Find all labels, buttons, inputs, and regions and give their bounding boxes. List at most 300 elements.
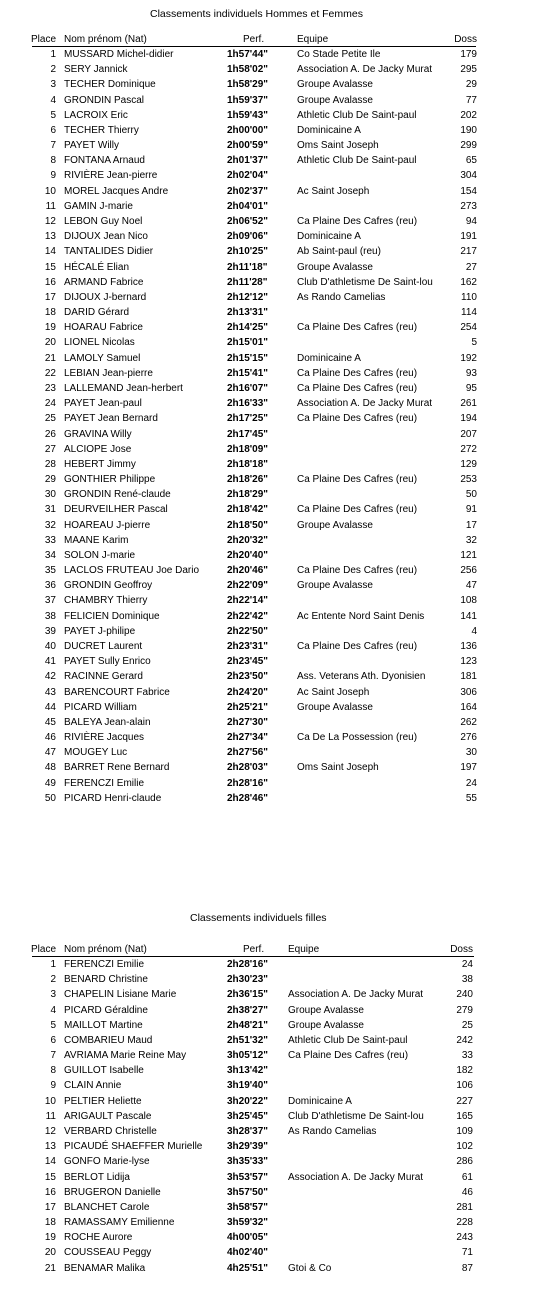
place-cell: 3 — [50, 79, 56, 91]
place-cell: 43 — [44, 686, 56, 698]
perf-cell: 2h27'34" — [227, 732, 269, 744]
place-cell: 6 — [50, 1034, 56, 1046]
table-row — [0, 472, 536, 487]
name-cell: BENAMAR Malika — [64, 1262, 146, 1274]
name-cell: MAILLOT Martine — [64, 1019, 143, 1031]
doss-cell: 32 — [465, 534, 477, 546]
perf-cell: 2h28'16" — [227, 959, 269, 970]
name-cell: CHAPELIN Lisiane Marie — [64, 989, 177, 1001]
team-cell: Dominicaine A — [297, 124, 361, 136]
team-cell: Ac Entente Nord Saint Denis — [297, 610, 425, 622]
perf-cell: 3h58'57" — [227, 1201, 269, 1213]
doss-cell: 87 — [461, 1262, 473, 1274]
perf-cell: 2h11'28" — [227, 276, 268, 288]
place-cell: 30 — [44, 489, 56, 501]
doss-cell: 253 — [460, 474, 477, 486]
doss-cell: 27 — [465, 261, 477, 273]
place-cell: 31 — [44, 504, 56, 516]
name-cell: RIVIÈRE Jacques — [64, 732, 145, 744]
doss-cell: 29 — [465, 79, 477, 91]
table-row — [0, 1185, 536, 1200]
place-cell: 12 — [44, 1125, 56, 1137]
table-row — [0, 184, 536, 199]
name-cell: FERENCZI Emilie — [64, 777, 145, 789]
place-cell: 14 — [44, 1156, 56, 1168]
team-cell: Association A. De Jacky Murat — [288, 989, 424, 1001]
perf-cell: 2h23'31" — [227, 641, 269, 653]
name-cell: RAMASSAMY Emilienne — [64, 1217, 175, 1229]
place-cell: 35 — [44, 565, 56, 577]
team-cell: Ca Plaine Des Cafres (reu) — [297, 474, 418, 486]
place-cell: 32 — [44, 519, 56, 531]
table-row — [0, 1261, 536, 1276]
perf-cell: 1h59'37" — [227, 94, 269, 106]
table-row — [0, 593, 536, 608]
table-row — [0, 123, 536, 138]
place-cell: 45 — [44, 716, 56, 728]
name-cell: DARID Gérard — [64, 307, 130, 319]
perf-cell: 2h22'09" — [227, 580, 269, 592]
table-row — [0, 518, 536, 533]
place-cell: 8 — [50, 1065, 56, 1077]
place-cell: 16 — [44, 1186, 56, 1198]
name-cell: RACINNE Gerard — [64, 671, 143, 683]
place-cell: 24 — [44, 398, 56, 410]
doss-cell: 102 — [456, 1141, 473, 1153]
table-row — [0, 760, 536, 775]
header-team: Equipe — [297, 34, 329, 45]
place-cell: 28 — [44, 458, 56, 470]
doss-cell: 25 — [461, 1019, 473, 1031]
doss-cell: 38 — [461, 974, 473, 986]
table-row — [0, 1230, 536, 1245]
table-row — [0, 1215, 536, 1230]
doss-cell: 197 — [460, 762, 477, 774]
place-cell: 50 — [44, 792, 56, 804]
place-cell: 17 — [44, 291, 56, 303]
name-cell: CLAIN Annie — [64, 1080, 122, 1092]
name-cell: BALEYA Jean-alain — [64, 716, 151, 728]
doss-cell: 240 — [456, 989, 473, 1001]
place-cell: 14 — [44, 246, 56, 258]
perf-cell: 2h10'25" — [227, 246, 269, 258]
place-cell: 1 — [50, 49, 56, 60]
table-row — [0, 776, 536, 791]
doss-cell: 286 — [456, 1156, 473, 1168]
perf-cell: 2h38'27" — [227, 1004, 269, 1016]
table-row — [0, 624, 536, 639]
place-cell: 3 — [50, 989, 56, 1001]
name-cell: HOARAU Fabrice — [64, 322, 143, 334]
table-row — [0, 745, 536, 760]
team-cell: Ca Plaine Des Cafres (reu) — [297, 322, 418, 334]
name-cell: PAYET Jean-paul — [64, 398, 142, 410]
table-row — [0, 442, 536, 457]
table-row — [0, 730, 536, 745]
doss-cell: 33 — [461, 1050, 473, 1062]
place-cell: 44 — [44, 701, 56, 713]
perf-cell: 3h53'57" — [227, 1171, 269, 1183]
name-cell: TECHER Dominique — [64, 79, 156, 91]
team-cell: Dominicaine A — [297, 231, 361, 243]
perf-cell: 4h25'51" — [227, 1262, 269, 1274]
header-doss: Doss — [454, 34, 477, 45]
place-cell: 40 — [44, 641, 56, 653]
name-cell: LAMOLY Samuel — [64, 352, 141, 364]
name-cell: PAYET J-philipe — [64, 625, 136, 637]
table-row — [0, 77, 536, 92]
name-cell: TECHER Thierry — [64, 124, 139, 136]
doss-cell: 24 — [461, 959, 473, 970]
table-row — [0, 1245, 536, 1260]
doss-cell: 109 — [456, 1125, 473, 1137]
place-cell: 4 — [50, 94, 56, 106]
doss-cell: 30 — [465, 747, 477, 759]
name-cell: BLANCHET Carole — [64, 1201, 150, 1213]
women-section-title: Classements individuels filles — [190, 912, 327, 924]
team-cell: Ca Plaine Des Cafres (reu) — [297, 382, 418, 394]
table-row — [0, 639, 536, 654]
table-row — [0, 1124, 536, 1139]
perf-cell: 2h09'06" — [227, 231, 269, 243]
doss-cell: 165 — [456, 1110, 473, 1122]
doss-cell: 136 — [460, 641, 477, 653]
perf-cell: 2h51'32" — [227, 1034, 269, 1046]
doss-cell: 61 — [461, 1171, 473, 1183]
header-name: Nom prénom (Nat) — [64, 944, 147, 955]
perf-cell: 2h15'41" — [227, 367, 269, 379]
place-cell: 15 — [44, 261, 56, 273]
doss-cell: 46 — [461, 1186, 473, 1198]
table-row — [0, 1109, 536, 1124]
doss-cell: 190 — [460, 124, 477, 136]
place-cell: 8 — [50, 155, 56, 167]
place-cell: 4 — [50, 1004, 56, 1016]
name-cell: LEBON Guy Noel — [64, 215, 143, 227]
name-cell: MAANE Karim — [64, 534, 129, 546]
name-cell: BERLOT Lidija — [64, 1171, 130, 1183]
doss-cell: 5 — [471, 337, 477, 349]
name-cell: GRONDIN Geoffroy — [64, 580, 153, 592]
place-cell: 26 — [44, 428, 56, 440]
doss-cell: 272 — [460, 443, 477, 455]
name-cell: GRONDIN René-claude — [64, 489, 171, 501]
place-cell: 2 — [50, 64, 56, 76]
doss-cell: 191 — [460, 231, 477, 243]
team-cell: Oms Saint Joseph — [297, 762, 379, 774]
perf-cell: 2h11'18" — [227, 261, 268, 273]
table-row — [0, 987, 536, 1002]
name-cell: MOREL Jacques Andre — [64, 185, 169, 197]
place-cell: 22 — [44, 367, 56, 379]
team-cell: Association A. De Jacky Murat — [297, 398, 433, 410]
team-cell: Association A. De Jacky Murat — [288, 1171, 424, 1183]
header-doss: Doss — [450, 944, 473, 955]
perf-cell: 2h28'03" — [227, 762, 269, 774]
doss-cell: 164 — [460, 701, 477, 713]
name-cell: PICARD Géraldine — [64, 1004, 148, 1016]
doss-cell: 129 — [460, 458, 477, 470]
name-cell: MOUGEY Luc — [64, 747, 128, 759]
place-cell: 20 — [44, 1247, 56, 1259]
table-row — [0, 275, 536, 290]
place-cell: 12 — [44, 215, 56, 227]
name-cell: RIVIÈRE Jean-pierre — [64, 170, 158, 182]
doss-cell: 91 — [465, 504, 477, 516]
doss-cell: 154 — [460, 185, 477, 197]
perf-cell: 2h28'16" — [227, 777, 269, 789]
header-place: Place — [30, 34, 56, 45]
team-cell: Ass. Veterans Ath. Dyonisien — [297, 671, 426, 683]
team-cell: Groupe Avalasse — [297, 701, 373, 713]
perf-cell: 2h18'29" — [227, 489, 269, 501]
perf-cell: 3h20'22" — [227, 1095, 269, 1107]
place-cell: 21 — [44, 352, 56, 364]
perf-cell: 1h59'43" — [227, 109, 269, 121]
place-cell: 36 — [44, 580, 56, 592]
name-cell: HOAREAU J-pierre — [64, 519, 151, 531]
table-row — [0, 229, 536, 244]
team-cell: Dominicaine A — [288, 1095, 352, 1107]
doss-cell: 179 — [460, 49, 477, 60]
place-cell: 9 — [50, 170, 56, 182]
perf-cell: 3h59'32" — [227, 1217, 269, 1229]
perf-cell: 3h29'39" — [227, 1141, 269, 1153]
place-cell: 48 — [44, 762, 56, 774]
table-row — [0, 290, 536, 305]
perf-cell: 2h18'26" — [227, 474, 269, 486]
name-cell: PICARD William — [64, 701, 137, 713]
perf-cell: 2h23'45" — [227, 656, 269, 668]
team-cell: Dominicaine A — [297, 352, 361, 364]
table-row — [0, 548, 536, 563]
name-cell: LEBIAN Jean-pierre — [64, 367, 153, 379]
team-cell: Athletic Club De Saint-paul — [297, 109, 417, 121]
team-cell: Club D'athletisme De Saint-lou — [297, 276, 433, 288]
doss-cell: 95 — [465, 382, 477, 394]
doss-cell: 4 — [471, 625, 477, 637]
team-cell: Association A. De Jacky Murat — [297, 64, 433, 76]
perf-cell: 2h22'14" — [227, 595, 269, 607]
perf-cell: 2h17'25" — [227, 413, 269, 425]
table-row — [0, 1003, 536, 1018]
perf-cell: 2h18'18" — [227, 458, 269, 470]
doss-cell: 121 — [460, 549, 477, 561]
name-cell: GUILLOT Isabelle — [64, 1065, 144, 1077]
table-row — [0, 305, 536, 320]
name-cell: AVRIAMA Marie Reine May — [64, 1050, 187, 1062]
team-cell: Groupe Avalasse — [297, 580, 373, 592]
men-table-header — [0, 32, 536, 47]
doss-cell: 93 — [465, 367, 477, 379]
perf-cell: 2h16'33" — [227, 398, 269, 410]
perf-cell: 3h13'42" — [227, 1065, 269, 1077]
header-perf: Perf. — [243, 944, 265, 955]
table-row — [0, 320, 536, 335]
place-cell: 16 — [44, 276, 56, 288]
table-row — [0, 563, 536, 578]
place-cell: 27 — [44, 443, 56, 455]
place-cell: 1 — [50, 959, 56, 970]
doss-cell: 254 — [460, 322, 477, 334]
perf-cell: 2h02'04" — [227, 170, 269, 182]
name-cell: PAYET Jean Bernard — [64, 413, 158, 425]
name-cell: DUCRET Laurent — [64, 641, 143, 653]
table-row — [0, 199, 536, 214]
team-cell: Athletic Club De Saint-paul — [288, 1034, 408, 1046]
table-row — [0, 487, 536, 502]
perf-cell: 2h02'37" — [227, 185, 269, 197]
doss-cell: 256 — [460, 565, 477, 577]
place-cell: 21 — [44, 1262, 56, 1274]
doss-cell: 65 — [465, 155, 477, 167]
name-cell: SERY Jannick — [64, 64, 128, 76]
name-cell: DIJOUX J-bernard — [64, 291, 147, 303]
perf-cell: 2h16'07" — [227, 382, 269, 394]
table-row — [0, 47, 536, 62]
place-cell: 13 — [44, 231, 56, 243]
team-cell: Oms Saint Joseph — [297, 140, 379, 152]
table-row — [0, 609, 536, 624]
name-cell: BARENCOURT Fabrice — [64, 686, 170, 698]
doss-cell: 217 — [460, 246, 477, 258]
name-cell: GONTHIER Philippe — [64, 474, 156, 486]
name-cell: CHAMBRY Thierry — [64, 595, 148, 607]
team-cell: Groupe Avalasse — [297, 79, 373, 91]
place-cell: 41 — [44, 656, 56, 668]
perf-cell: 2h24'20" — [227, 686, 269, 698]
place-cell: 29 — [44, 474, 56, 486]
place-cell: 15 — [44, 1171, 56, 1183]
perf-cell: 2h36'15" — [227, 989, 269, 1001]
place-cell: 5 — [50, 109, 56, 121]
doss-cell: 141 — [460, 610, 477, 622]
perf-cell: 1h58'02" — [227, 64, 269, 76]
table-row — [0, 1170, 536, 1185]
perf-cell: 2h17'45" — [227, 428, 269, 440]
perf-cell: 1h57'44" — [227, 49, 269, 60]
doss-cell: 106 — [456, 1080, 473, 1092]
name-cell: BRUGERON Danielle — [64, 1186, 161, 1198]
perf-cell: 2h22'50" — [227, 625, 269, 637]
place-cell: 46 — [44, 732, 56, 744]
doss-cell: 243 — [456, 1232, 473, 1244]
place-cell: 11 — [45, 200, 56, 212]
name-cell: DEURVEILHER Pascal — [64, 504, 168, 516]
name-cell: LALLEMAND Jean-herbert — [64, 382, 183, 394]
table-row — [0, 972, 536, 987]
doss-cell: 17 — [465, 519, 477, 531]
perf-cell: 4h00'05" — [227, 1232, 269, 1244]
table-row — [0, 366, 536, 381]
table-row — [0, 502, 536, 517]
doss-cell: 281 — [456, 1201, 473, 1213]
doss-cell: 114 — [461, 307, 477, 319]
doss-cell: 162 — [460, 276, 477, 288]
table-row — [0, 1078, 536, 1093]
doss-cell: 242 — [456, 1034, 473, 1046]
name-cell: BARRET Rene Bernard — [64, 762, 170, 774]
team-cell: Ca Plaine Des Cafres (reu) — [297, 215, 418, 227]
table-row — [0, 427, 536, 442]
team-cell: As Rando Camelias — [288, 1125, 377, 1137]
women-table-header — [0, 942, 536, 957]
perf-cell: 2h20'32" — [227, 534, 269, 546]
table-row — [0, 1063, 536, 1078]
doss-cell: 202 — [460, 109, 477, 121]
table-row — [0, 351, 536, 366]
doss-cell: 181 — [460, 671, 477, 683]
doss-cell: 192 — [460, 352, 477, 364]
place-cell: 7 — [50, 140, 56, 152]
table-row — [0, 396, 536, 411]
name-cell: SOLON J-marie — [64, 549, 136, 561]
team-cell: Ab Saint-paul (reu) — [297, 246, 381, 258]
doss-cell: 273 — [460, 200, 477, 212]
perf-cell: 2h13'31" — [227, 307, 269, 319]
team-cell: Ca Plaine Des Cafres (reu) — [297, 413, 418, 425]
place-cell: 18 — [44, 1217, 56, 1229]
team-cell: Ac Saint Joseph — [297, 686, 370, 698]
header-place: Place — [30, 944, 56, 955]
name-cell: FONTANA Arnaud — [64, 155, 145, 167]
place-cell: 37 — [44, 595, 56, 607]
perf-cell: 2h12'12" — [227, 291, 269, 303]
place-cell: 11 — [45, 1110, 56, 1122]
doss-cell: 94 — [465, 215, 477, 227]
name-cell: LACLOS FRUTEAU Joe Dario — [64, 565, 200, 577]
perf-cell: 2h18'42" — [227, 504, 269, 516]
name-cell: HEBERT Jimmy — [64, 458, 136, 470]
name-cell: LACROIX Eric — [64, 109, 128, 121]
name-cell: PAYET Sully Enrico — [64, 656, 151, 668]
table-row — [0, 1139, 536, 1154]
table-row — [0, 411, 536, 426]
doss-cell: 24 — [465, 777, 477, 789]
place-cell: 9 — [50, 1080, 56, 1092]
perf-cell: 2h18'09" — [227, 443, 269, 455]
team-cell: Gtoi & Co — [288, 1262, 332, 1274]
perf-cell: 2h15'01" — [227, 337, 269, 349]
doss-cell: 306 — [460, 686, 477, 698]
table-row — [0, 700, 536, 715]
perf-cell: 2h14'25" — [227, 322, 269, 334]
table-row — [0, 791, 536, 806]
name-cell: LIONEL Nicolas — [64, 337, 135, 349]
table-row — [0, 457, 536, 472]
doss-cell: 276 — [460, 732, 477, 744]
perf-cell: 2h25'21" — [227, 701, 269, 713]
perf-cell: 2h06'52" — [227, 215, 269, 227]
table-row — [0, 335, 536, 350]
doss-cell: 279 — [456, 1004, 473, 1016]
doss-cell: 262 — [460, 716, 477, 728]
team-cell: As Rando Camelias — [297, 291, 386, 303]
perf-cell: 2h15'15" — [227, 352, 269, 364]
table-row — [0, 214, 536, 229]
place-cell: 6 — [50, 124, 56, 136]
perf-cell: 3h25'45" — [227, 1110, 269, 1122]
team-cell: Groupe Avalasse — [288, 1004, 364, 1016]
perf-cell: 3h28'37" — [227, 1125, 269, 1137]
doss-cell: 207 — [460, 428, 477, 440]
name-cell: ALCIOPE Jose — [64, 443, 132, 455]
name-cell: PICAUDÉ SHAEFFER Murielle — [64, 1141, 203, 1153]
header-perf: Perf. — [243, 34, 265, 45]
place-cell: 19 — [44, 1232, 56, 1244]
perf-cell: 3h05'12" — [227, 1050, 269, 1062]
table-row — [0, 1033, 536, 1048]
